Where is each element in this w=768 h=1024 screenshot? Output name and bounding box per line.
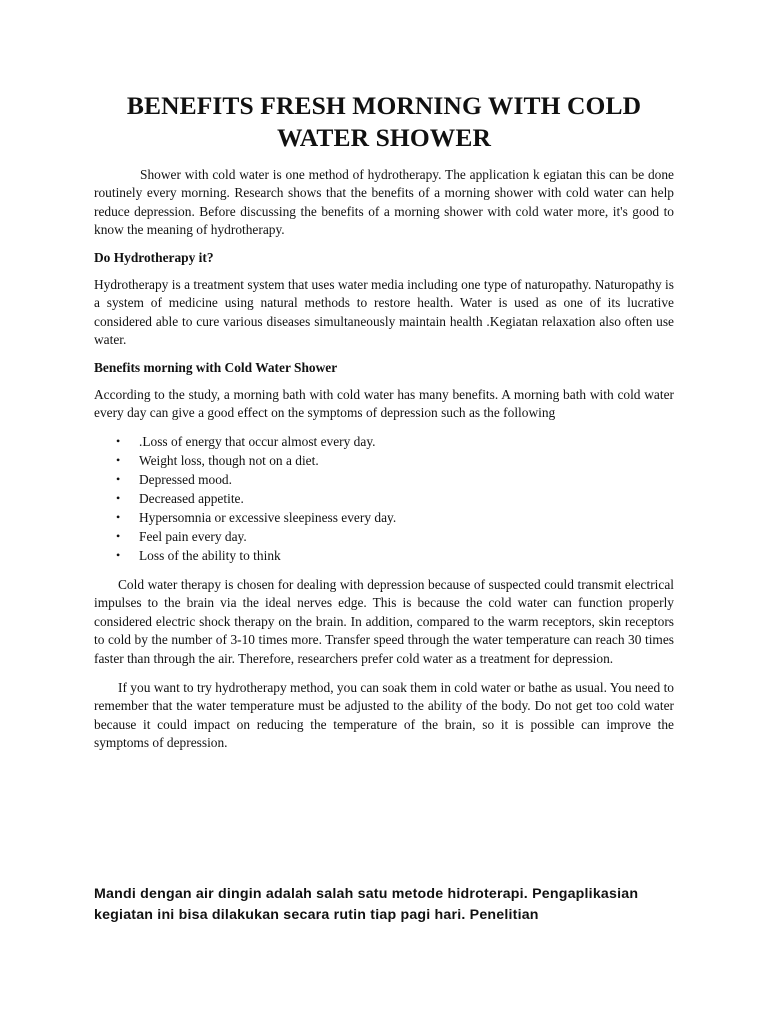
- bullet-icon: •: [116, 433, 121, 448]
- intro-paragraph: Shower with cold water is one method of hydrotherapy. The application k egiatan this can be done routinely every morning. Research shows that the benefits of a morning shower with cold water can help reduce depression. Before discussing the benefits of a morning shower with cold water more, it's good to know the meaning of hydrotherapy.: [94, 167, 674, 238]
- symptom-list: [94, 432, 674, 565]
- list-item-text: Depressed mood.: [139, 471, 232, 487]
- list-item: [116, 489, 674, 508]
- list-item: [116, 451, 674, 470]
- bullet-icon: •: [116, 452, 121, 467]
- list-item-text: Feel pain every day.: [139, 528, 247, 544]
- bullet-icon: •: [116, 490, 121, 505]
- list-item-text: Loss of the ability to think: [139, 547, 281, 563]
- bullet-icon: •: [116, 509, 121, 524]
- section-heading-hydrotherapy: Do Hydrotherapy it?: [94, 249, 214, 265]
- cold-water-therapy-paragraph: Cold water therapy is chosen for dealing with depression because of suspected could transmit electrical impulses to the brain via the ideal nerves edge. This is because the cold water can function properly considered electric shock therapy on the brain. In addition, compared to the warm receptors, skin receptors to cold by the number of 3-10 times more. Transfer speed through the water temperature can reach 30 times faster than through the air. Therefore, researchers prefer cold water as a treatment for depression.: [94, 576, 674, 666]
- bullet-icon: •: [116, 528, 121, 543]
- document-body: [94, 90, 674, 753]
- list-item-text: Hypersomnia or excessive sleepiness every day.: [139, 509, 397, 525]
- list-item: [116, 508, 674, 527]
- benefits-paragraph: According to the study, a morning bath with cold water has many benefits. A morning bath with cold water every day can give a good effect on the symptoms of depression such as the following: [94, 387, 674, 421]
- list-item: [116, 470, 674, 489]
- document-title: BENEFITS FRESH MORNING WITH COLD WATER SHOWER: [126, 91, 642, 152]
- list-item: [116, 546, 674, 565]
- try-hydrotherapy-paragraph: If you want to try hydrotherapy method, you can soak them in cold water or bathe as usual. You need to remember that the water temperature must be adjusted to the ability of the body. Do not get too cold water because it could impact on reducing the temperature of the brain, so it is possible can improve the symptoms of depression.: [94, 679, 674, 751]
- bullet-icon: •: [116, 471, 121, 486]
- section-heading-benefits: Benefits morning with Cold Water Shower: [94, 359, 338, 375]
- bullet-icon: •: [116, 547, 121, 562]
- list-item-text: .Loss of energy that occur almost every day.: [139, 433, 376, 449]
- hydrotherapy-paragraph: Hydrotherapy is a treatment system that uses water media including one type of naturopathy. Naturopathy is a system of medicine using natural methods to restore health. Water is used as one of its lucrative considered able to cure various diseases simultaneously maintain health .Kegiatan relaxation also often use water.: [94, 277, 674, 348]
- list-item: [116, 432, 674, 451]
- indonesian-excerpt: Mandi dengan air dingin adalah salah satu metode hidroterapi. Pengaplikasian kegiatan ini bisa dilakukan secara rutin tiap pagi hari. Penelitian: [94, 886, 639, 923]
- list-item-text: Weight loss, though not on a diet.: [139, 452, 319, 468]
- list-item: [116, 527, 674, 546]
- list-item-text: Decreased appetite.: [139, 490, 244, 506]
